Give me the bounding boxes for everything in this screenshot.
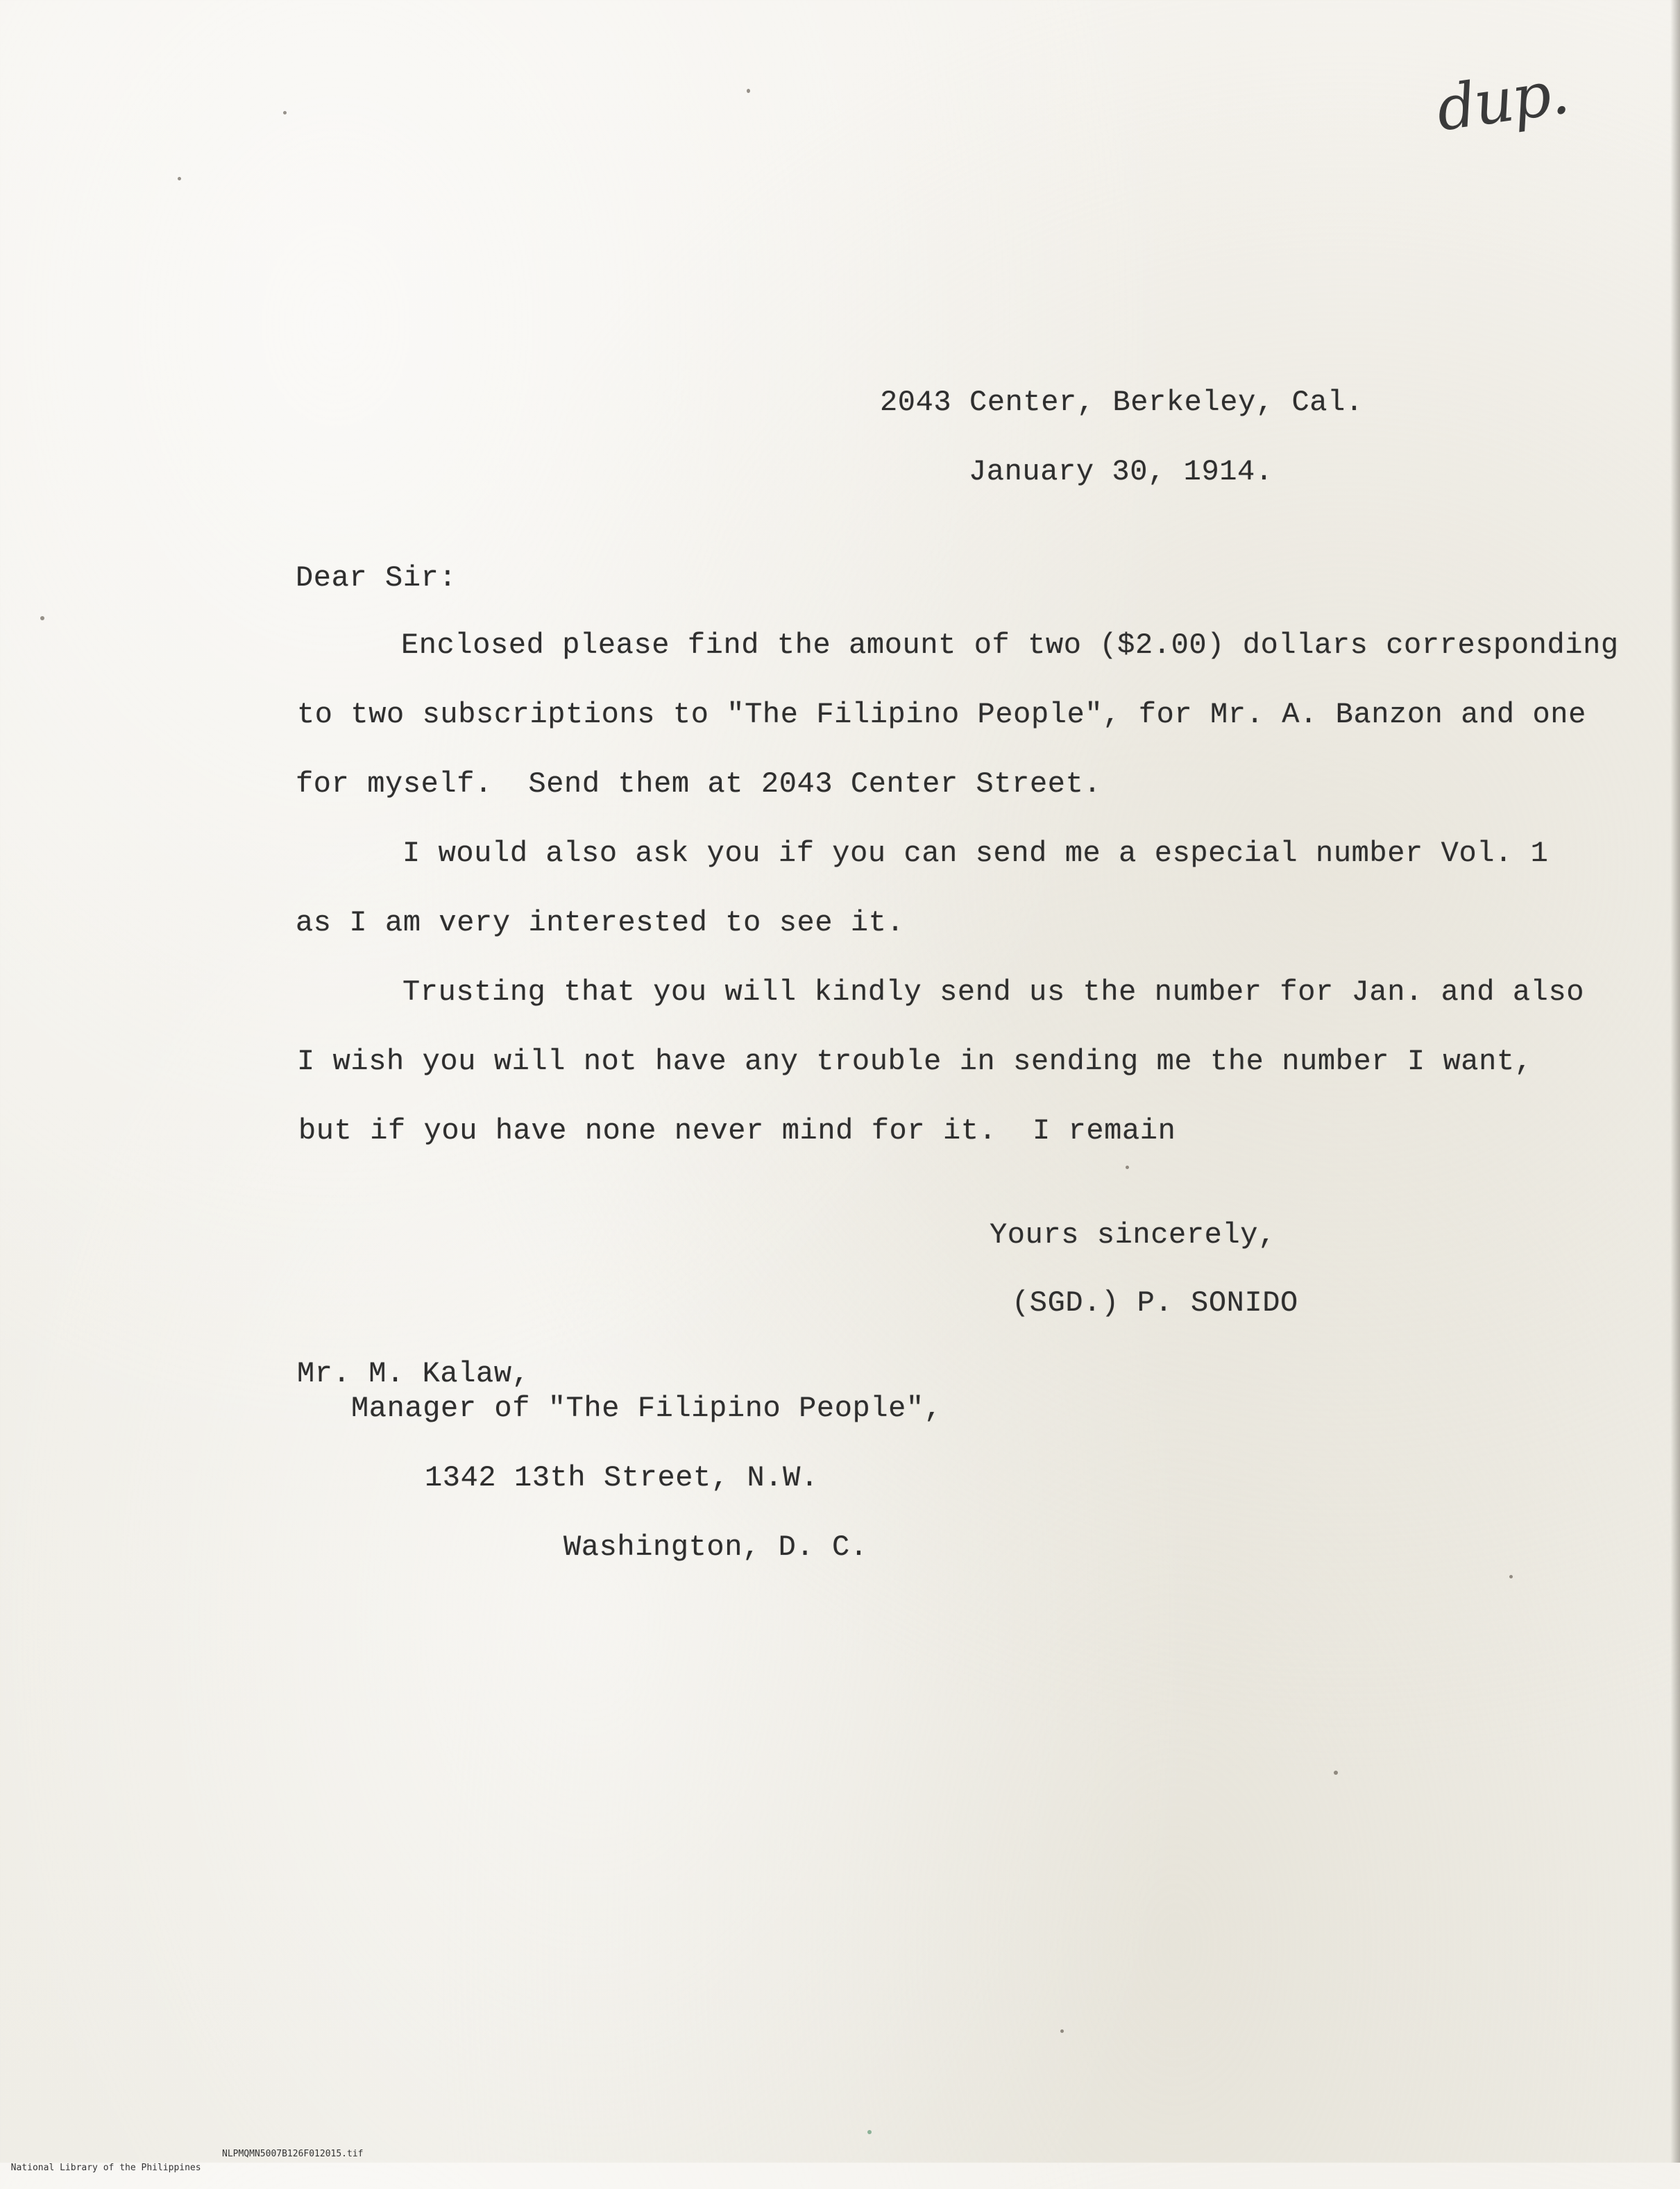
paper-speck — [867, 2130, 872, 2134]
body-line: I would also ask you if you can send me a especial number Vol. 1 — [402, 837, 1549, 870]
archive-filename: NLPMQMN5007B126F012015.tif — [222, 2149, 364, 2159]
handwritten-dup-note — [1432, 56, 1572, 177]
body-line: Trusting that you will kindly send us the number for Jan. and also — [402, 976, 1585, 1009]
paper-speck — [1126, 1166, 1129, 1169]
paper-speck — [1509, 1575, 1513, 1578]
paper-speck — [1334, 1771, 1338, 1775]
paper-speck — [283, 111, 287, 114]
paper-speck — [1060, 2029, 1064, 2033]
body-line: for myself. Send them at 2043 Center Street. — [296, 767, 1102, 801]
letter-date: January 30, 1914. — [969, 455, 1273, 488]
closing: Yours sincerely, — [990, 1218, 1276, 1252]
salutation: Dear Sir: — [296, 561, 457, 595]
page-edge-shadow — [1670, 0, 1680, 2163]
body-line: to two subscriptions to "The Filipino People", for Mr. A. Banzon and one — [297, 698, 1586, 731]
handwritten-note-text: dup. — [1432, 56, 1572, 145]
sender-address: 2043 Center, Berkeley, Cal. — [880, 386, 1364, 419]
body-line: Enclosed please find the amount of two ($2.00) dollars corresponding — [401, 629, 1619, 662]
paper-speck — [747, 89, 750, 93]
recipient-street: 1342 13th Street, N.W. — [425, 1461, 819, 1494]
archive-footer — [0, 2147, 364, 2173]
recipient-title: Manager of "The Filipino People", — [351, 1392, 942, 1425]
recipient-city: Washington, D. C. — [563, 1531, 868, 1564]
paper-speck — [178, 177, 181, 180]
paper-speck — [40, 616, 44, 620]
recipient-name: Mr. M. Kalaw, — [297, 1357, 530, 1390]
body-line: as I am very interested to see it. — [296, 906, 905, 939]
body-line: but if you have none never mind for it. I remain — [298, 1114, 1176, 1148]
body-line: I wish you will not have any trouble in sending me the number I want, — [297, 1045, 1533, 1078]
signature: (SGD.) P. SONIDO — [1012, 1286, 1298, 1320]
archive-name: National Library of the Philippines — [10, 2163, 201, 2173]
